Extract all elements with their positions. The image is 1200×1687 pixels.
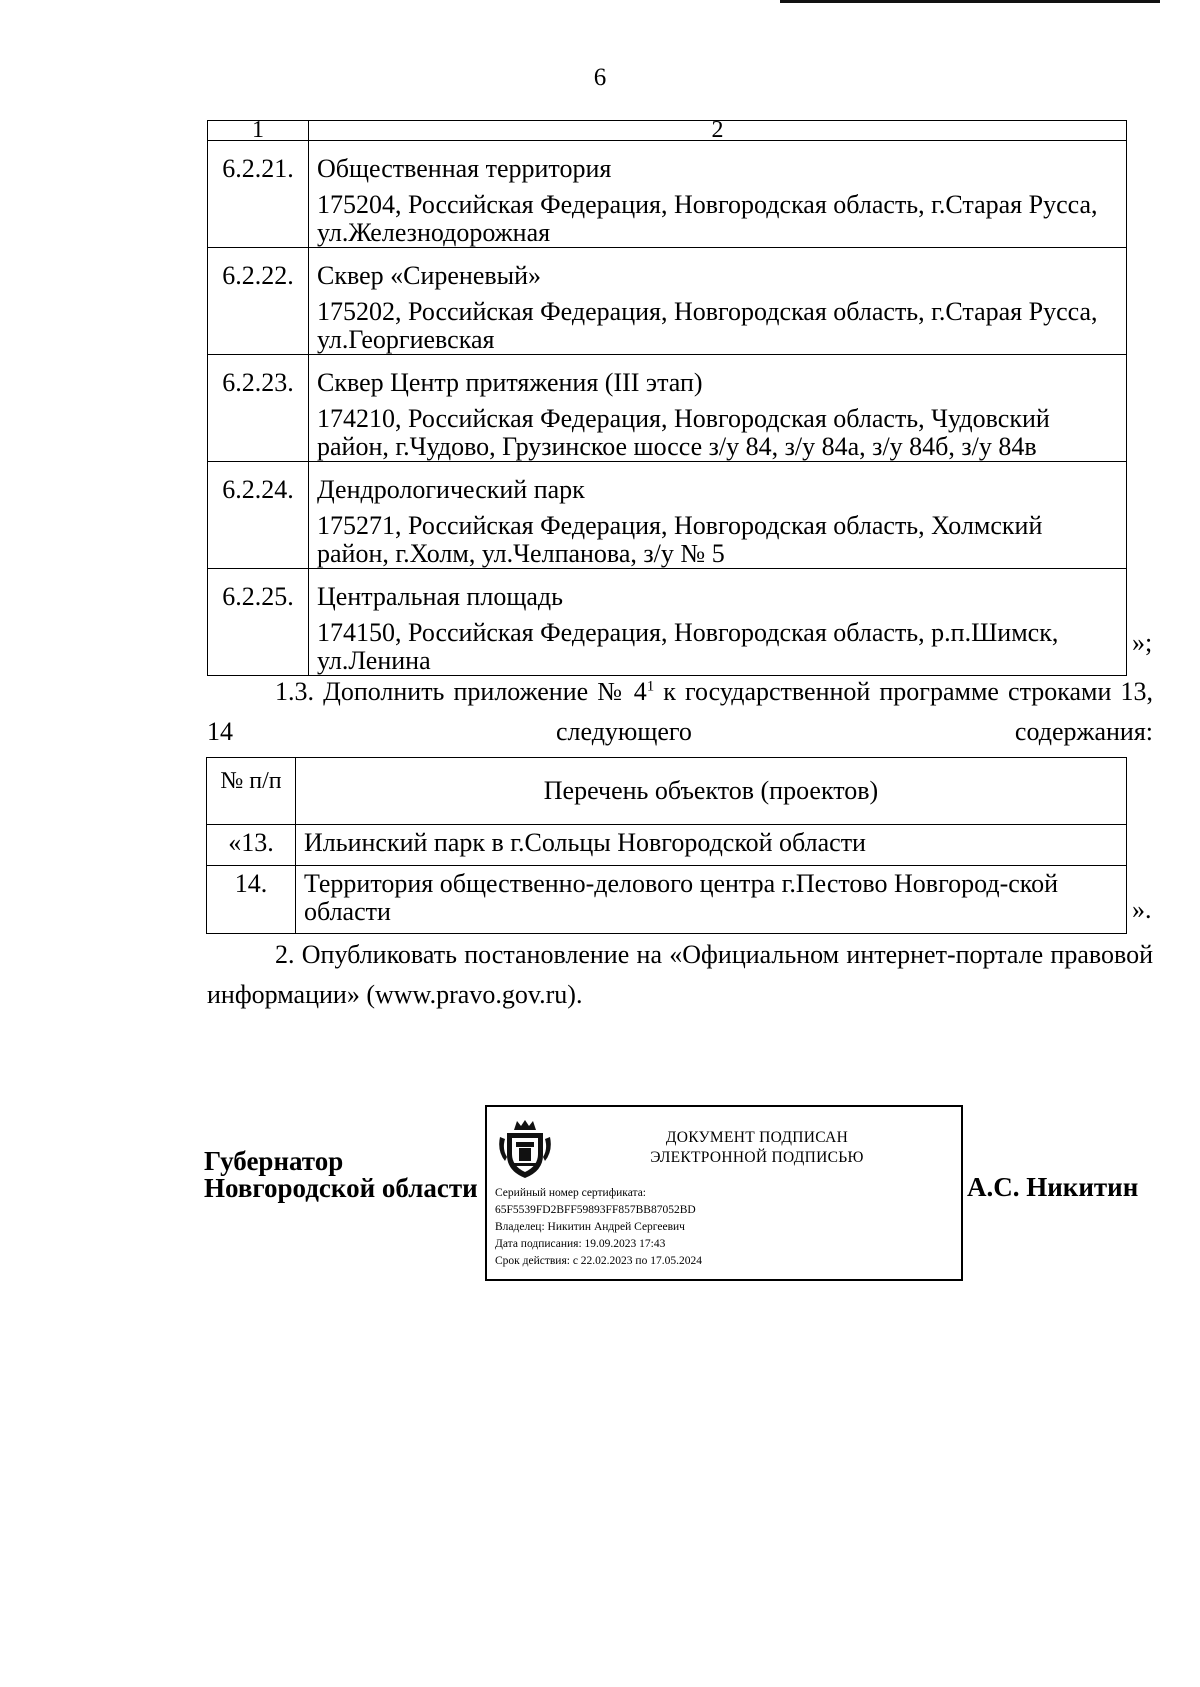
paragraph-1-3-start: 1.3. Дополнить приложение № 4 (275, 677, 647, 706)
signatory-title-line-1: Губернатор (204, 1146, 344, 1176)
column-number-1: 1 (208, 121, 309, 141)
signatory-title-line-2: Новгородской области (204, 1173, 478, 1203)
paragraph-2-text: 2. Опубликовать постановление на «Официальном интернет-портале правовой информации» (www.pravo.gov.ru). (207, 940, 1153, 1009)
object-address: 174150, Российская Федерация, Новгородская область, р.п.Шимск, ул.Ленина (317, 618, 1059, 675)
column-number-2: 2 (309, 121, 1127, 141)
paragraph-1-3-end: к государственной программе строками 13, 14 следующего содержания: (207, 677, 1153, 746)
page-number: 6 (593, 64, 607, 91)
superscript: 1 (646, 678, 655, 695)
closing-quote: »; (1132, 628, 1153, 657)
row-number: 6.2.22. (208, 248, 309, 355)
signatory-name: А.С. Никитин (967, 1172, 1139, 1202)
cert-owner: Владелец: Никитин Андрей Сергеевич (495, 1221, 685, 1233)
object-address: 175271, Российская Федерация, Новгородская область, Холмский район, г.Холм, ул.Челпанова, з/у № 5 (317, 511, 1043, 568)
object-name: Центральная площадь (317, 582, 563, 611)
object-text: Территория общественно-делового центра г.Пестово Новгород-ской области (296, 866, 1127, 934)
table-header-row (207, 758, 1127, 825)
top-rule (780, 0, 1160, 3)
table-row (207, 866, 1127, 934)
object-address: 174210, Российская Федерация, Новгородская область, Чудовский район, г.Чудово, Грузинское шоссе з/у 84, з/у 84а, з/у 84б, з/у 84в (317, 404, 1050, 461)
table-row (208, 141, 1127, 248)
table-row (208, 355, 1127, 462)
object-name: Общественная территория (317, 154, 612, 183)
row-number: 14. (207, 866, 296, 934)
row-number: 6.2.23. (208, 355, 309, 462)
stamp-title-line-1: ДОКУМЕНТ ПОДПИСАН (665, 1129, 849, 1146)
closing-quote: ». (1132, 895, 1152, 924)
row-number: 6.2.21. (208, 141, 309, 248)
stamp-certificate-info (495, 1185, 702, 1270)
cert-label: Серийный номер сертификата: (495, 1187, 646, 1199)
table-row (208, 569, 1127, 676)
row-number: 6.2.25. (208, 569, 309, 676)
objects-table-continued (207, 120, 1127, 676)
header-number: № п/п (207, 758, 296, 825)
table-header-row (208, 121, 1127, 141)
table-row (208, 248, 1127, 355)
object-name: Дендрологический парк (317, 475, 585, 504)
row-number: 6.2.24. (208, 462, 309, 569)
paragraph-2 (207, 935, 1153, 1015)
object-text: Ильинский парк в г.Сольцы Новгородской области (296, 825, 1127, 866)
paragraph-1-3 (207, 672, 1153, 752)
table-row (207, 825, 1127, 866)
objects-list-table (206, 757, 1127, 934)
object-name: Сквер «Сиреневый» (317, 261, 542, 290)
table-row (208, 462, 1127, 569)
object-address: 175204, Российская Федерация, Новгородская область, г.Старая Русса, ул.Железнодорожная (317, 190, 1098, 247)
object-name: Сквер Центр притяжения (III этап) (317, 368, 703, 397)
electronic-signature-stamp (485, 1105, 963, 1281)
cert-validity: Срок действия: с 22.02.2023 по 17.05.2024 (495, 1255, 702, 1267)
sign-date: Дата подписания: 19.09.2023 17:43 (495, 1238, 666, 1250)
cert-number: 65F5539FD2BFF59893FF857BB87052BD (495, 1204, 696, 1216)
stamp-title-line-2: ЭЛЕКТРОННОЙ ПОДПИСЬЮ (650, 1149, 864, 1166)
coat-of-arms-icon (497, 1117, 553, 1181)
row-number: «13. (207, 825, 296, 866)
header-list: Перечень объектов (проектов) (296, 758, 1127, 825)
object-address: 175202, Российская Федерация, Новгородская область, г.Старая Русса, ул.Георгиевская (317, 297, 1098, 354)
signatory-title (204, 1148, 478, 1202)
